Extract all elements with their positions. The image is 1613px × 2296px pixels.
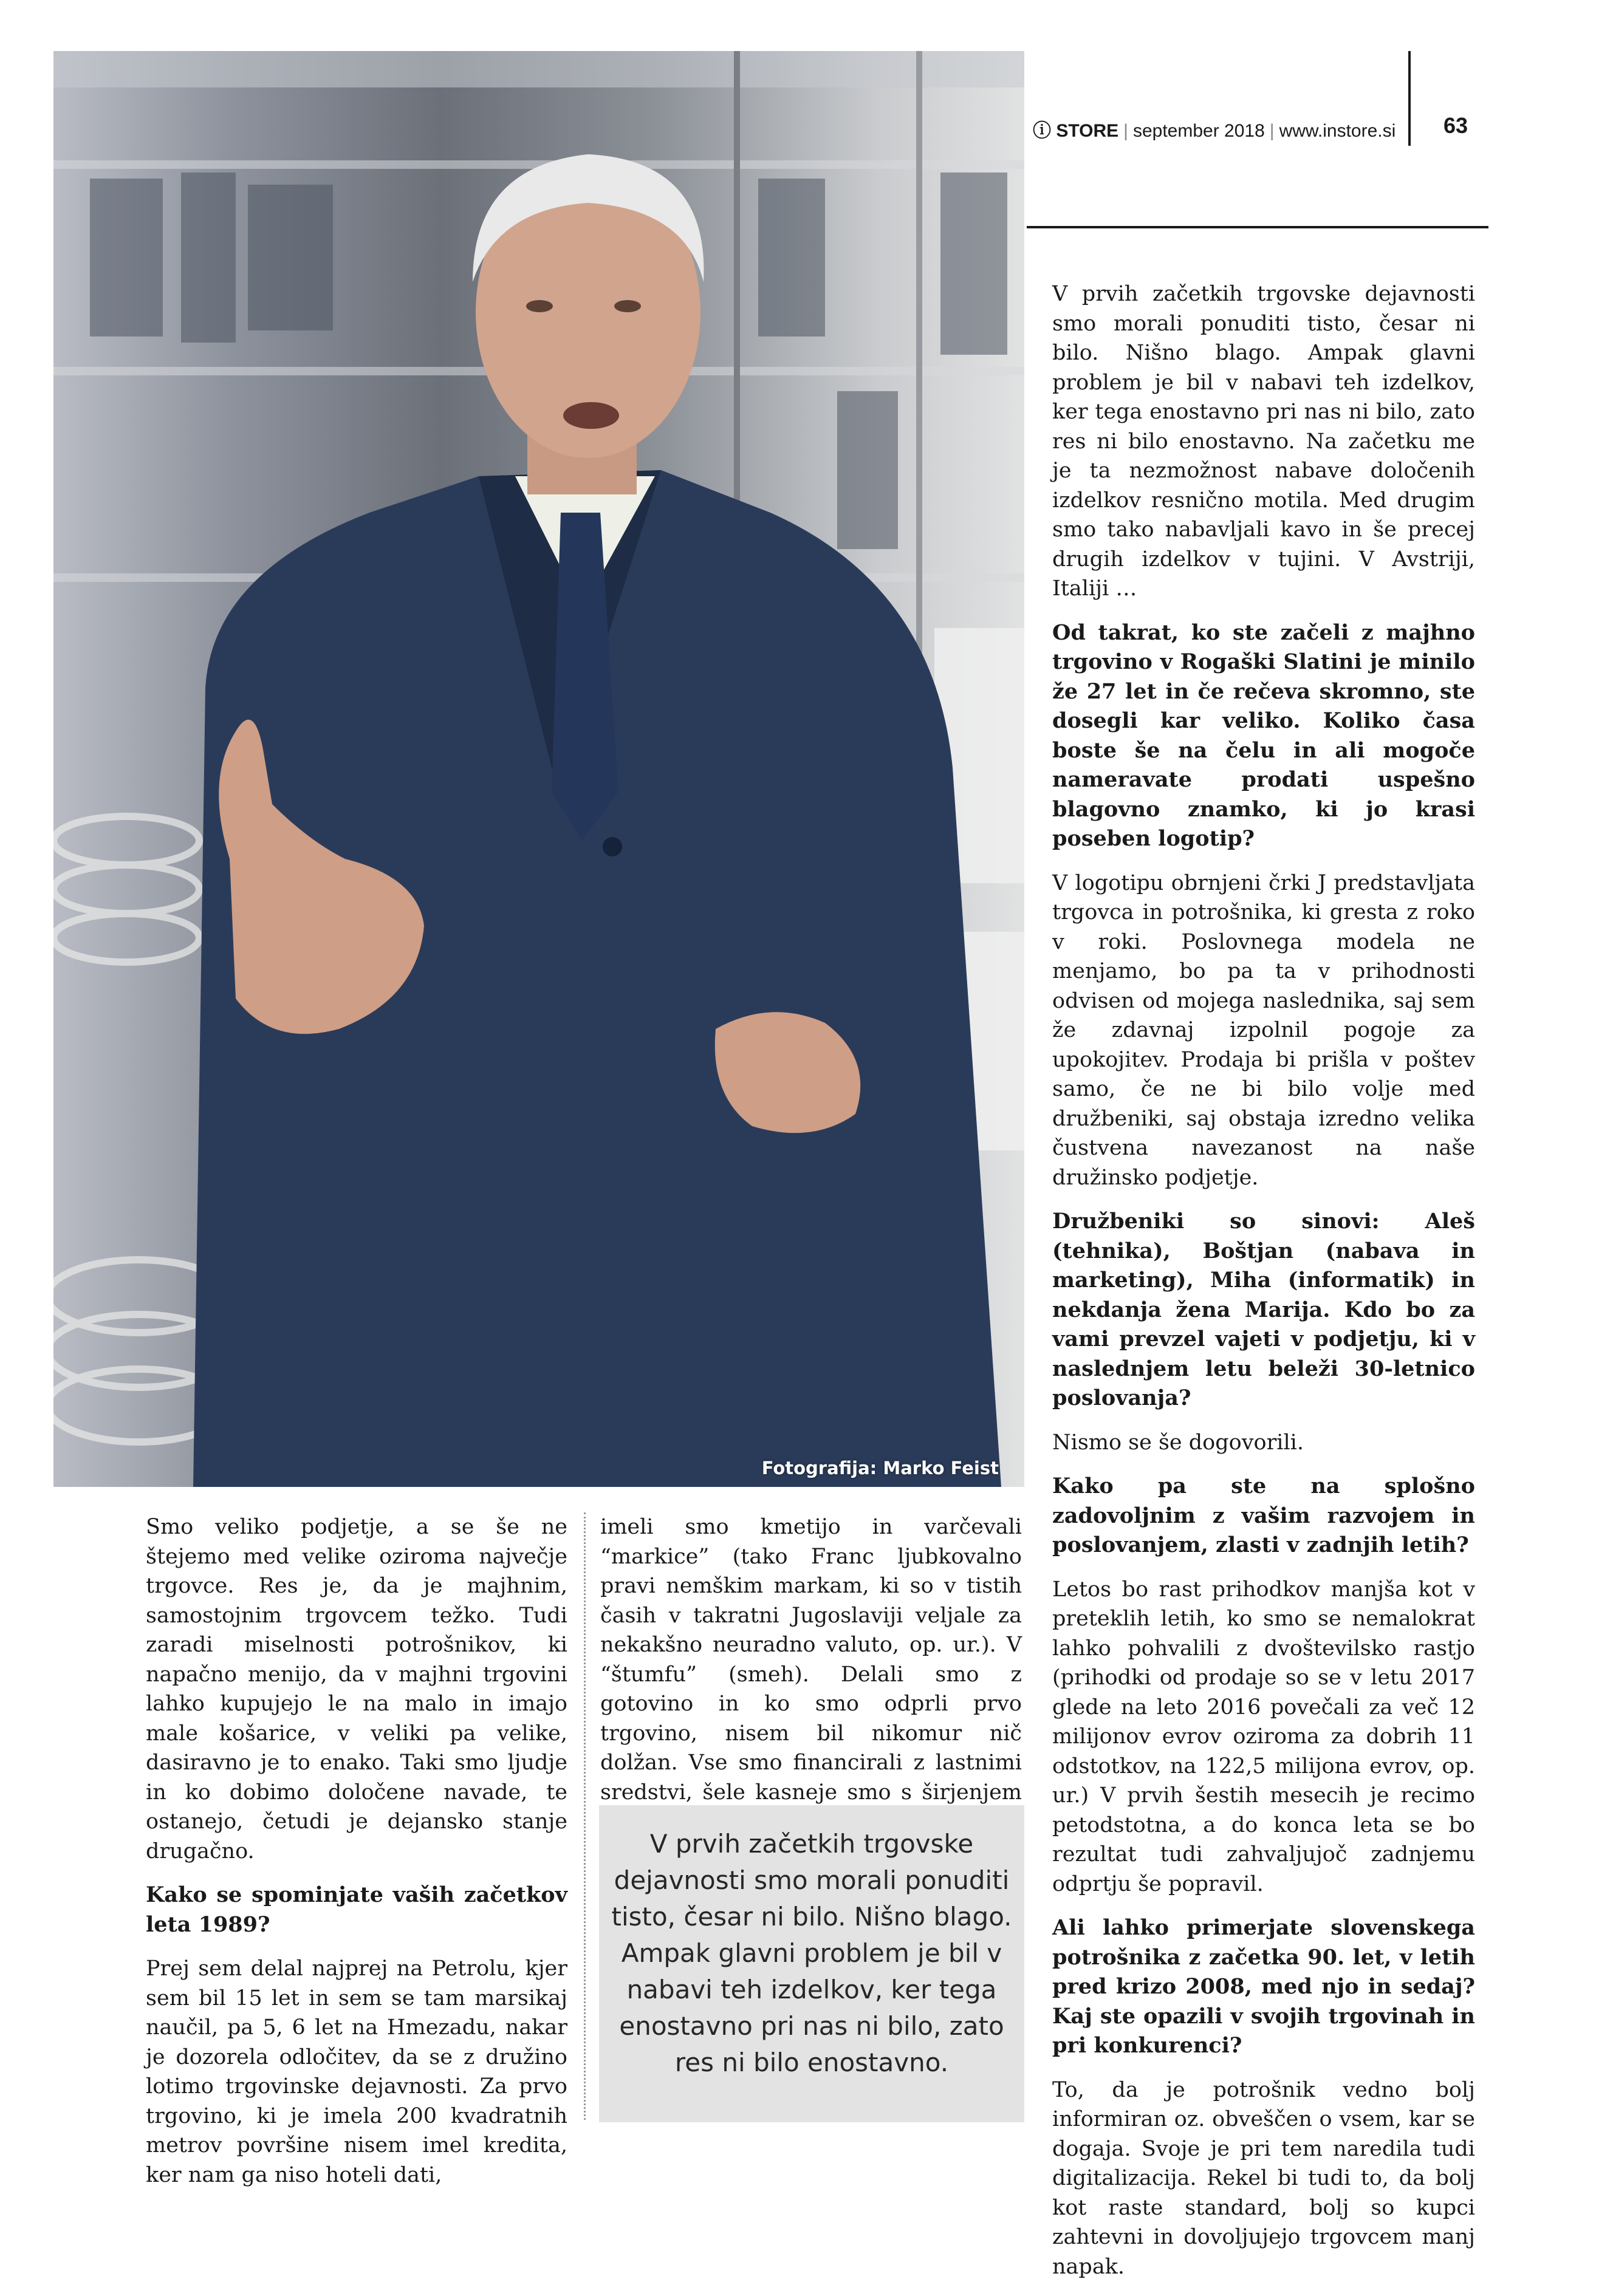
masthead-separator: | — [1269, 121, 1275, 141]
page-number: 63 — [1443, 113, 1468, 138]
interview-question: Od takrat, ko ste začeli z majhno trgovino v Rogaški Slatini je minilo že 27 let in če rečeva skromno, ste dosegli kar veliko. Koliko časa boste še na čelu in ali mogoče nameravate prodati uspešno blagovno znamko, ki jo krasi poseben logotip? — [1052, 620, 1475, 851]
interview-question: Kako pa ste na splošno zadovoljnim z vašim razvojem in poslovanjem, zlasti v zadnjih letih? — [1052, 1474, 1475, 1557]
answer-paragraph: Nismo se še dogovorili. — [1052, 1430, 1304, 1455]
interview-question: Ali lahko primerjate slovenskega potrošnika z začetka 90. let, v letih pred krizo 2008, med njo in sedaj? Kaj ste opazili v svojih trgovinah in pri konkurenci? — [1052, 1915, 1475, 2058]
column-divider — [584, 1512, 586, 2120]
left-column — [146, 1512, 567, 2204]
answer-paragraph: Smo veliko podjetje, a se še ne štejemo med velike oziroma največje trgovce. Res je, da je majhnim, samostojnim trgovcem težko. Tudi zaradi miselnosti potrošnikov, ki napačno menijo, da v majhni trgovini lahko kupujejo le na malo in imajo male košarice, v veliki pa velike, dasiravno je to enako. Taki smo ljudje in ko dobimo določene navade, te ostanejo, četudi je dejansko stanje drugačno. — [146, 1515, 567, 1864]
right-column — [1052, 279, 1475, 2296]
pull-quote: V prvih začetkih trgovske dejavnosti smo morali ponuditi tisto, česar ni bilo. Nišno blago. Ampak glavni problem je bil v nabavi teh izdelkov, ker tega enostavno pri nas ni bilo, zato res ni bilo enostavno. — [599, 1805, 1024, 2122]
masthead-separator: | — [1123, 121, 1128, 141]
interview-photo — [53, 51, 1024, 1487]
website-link[interactable]: www.instore.si — [1279, 121, 1396, 141]
header-rule — [1027, 226, 1488, 228]
answer-paragraph: Letos bo rast prihodkov manjša kot v preteklih letih, ko smo se nemalokrat lahko pohvalili z dvoštevilsko rastjo (prihodki od prodaje so se v letu 2017 glede na leto 2016 povečali za več 12 milijonov evrov oziroma za dobrih 11 odstotkov, na 122,5 milijona evrov, op. ur.) V prvih šestih mesecih je recimo petodstotna, a do konca leta se bo rezultat tudi zahvaljujoč zadnjemu odprtju še popravil. — [1052, 1577, 1475, 1896]
answer-paragraph: V logotipu obrnjeni črki J predstavljata trgovca in potrošnika, ki gresta z roko v roki. Poslovnega modela ne menjamo, bo pa ta v prihodnosti odvisen od mojega naslednika, saj sem že zdavnaj izpolnil pogoje za upokojitev. Prodaja bi prišla v poštev samo, če ne bi bilo volje med družbeniki, saj obstaja izredno velika čustvena navezanost na naše družinsko podjetje. — [1052, 870, 1475, 1190]
middle-column — [600, 1512, 1022, 1851]
answer-paragraph: V prvih začetkih trgovske dejavnosti smo morali ponuditi tisto, česar ni bilo. Nišno blago. Ampak glavni problem je bil v nabavi teh izdelkov, ker tega enostavno pri nas ni bilo, zato res ni bilo enostavno. Na začetku me je ta nezmožnost nabave določenih izdelkov resnično motila. Med drugim smo tako nabavljali kavo in še precej drugih izdelkov v tujini. V Avstriji, Italiji … — [1052, 282, 1475, 601]
interview-question: Družbeniki so sinovi: Aleš (tehnika), Boštjan (nabava in marketing), Miha (informatik) in nekdanja žena Marija. Kdo bo za vami prevzel vajeti v podjetju, ki v naslednjem letu beleži 30-letnico poslovanja? — [1052, 1209, 1475, 1410]
store-logo: ⓘ STORE — [1033, 121, 1119, 141]
header-divider — [1408, 51, 1411, 146]
issue-date: september 2018 — [1132, 121, 1265, 141]
answer-paragraph: Prej sem delal najprej na Petrolu, kjer sem bil 15 let in sem se tam marsikaj naučil, pa 5, 6 let na Hmezadu, nakar je dozorela odločitev, da se z družino lotimo trgovinske dejavnosti. Za prvo trgovino, ki je imela 200 kvadratnih metrov površine nisem imel kredita, ker nam ga niso hoteli dati, — [146, 1956, 567, 2187]
masthead — [1033, 115, 1396, 142]
interview-question: Kako se spominjate vaših začetkov leta 1989? — [146, 1882, 567, 1937]
photo-credit: Fotografija: Marko Feist — [761, 1458, 999, 1478]
photo-illustration — [53, 51, 1024, 1487]
in-logo-icon: ⓘ — [1033, 121, 1051, 141]
answer-paragraph: To, da je potrošnik vedno bolj informiran oz. obveščen o vsem, kar se dogaja. Svoje je pri tem naredila tudi digitalizacija. Rekel bi tudi to, da bolj kot raste standard, bolj so kupci zahtevni in dovoljujejo trgovcem manj napak. — [1052, 2077, 1475, 2279]
answer-paragraph: imeli smo kmetijo in varčevali “markice” (tako Franc ljubkovalno pravi nemškim markam, ki so v tistih časih v takratni Jugoslaviji veljale za nekakšno neuradno valuto, op. ur.). V “štumfu” (smeh). Delali smo z gotovino in ko smo odprli prvo trgovino, nisem bil nikomur nič dolžan. Vse smo financirali z lastnimi sredstvi, šele kasneje smo s širjenjem — [600, 1515, 1022, 1805]
